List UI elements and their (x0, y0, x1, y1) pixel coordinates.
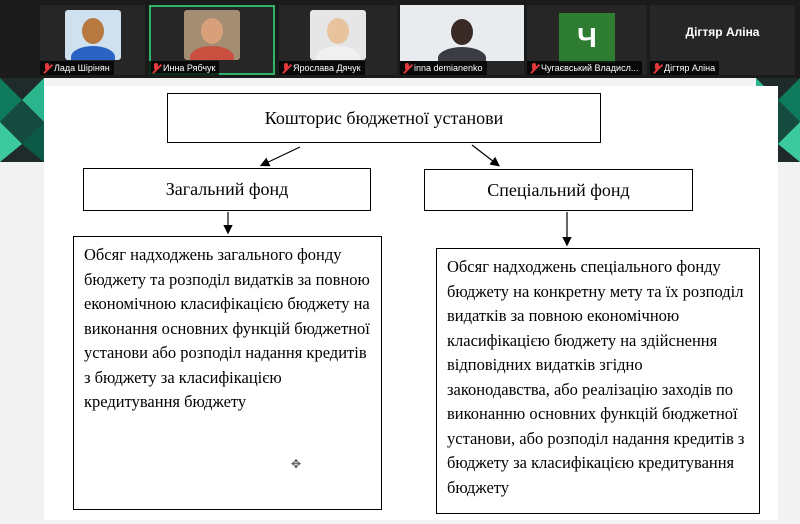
participant-video (400, 5, 524, 61)
special-fund-title: Спеціальний фонд (487, 179, 630, 200)
mic-muted-icon (42, 63, 52, 73)
general-fund-title: Загальний фонд (165, 179, 289, 199)
mic-muted-icon (281, 63, 291, 73)
participant-tile-2[interactable] (149, 5, 275, 75)
move-cursor-icon: ✥ (291, 457, 302, 471)
participant-tile-4[interactable] (400, 5, 524, 75)
special-fund-description: Обсяг надходжень спеціального фонду бюджету на конкретну мету та їх розподіл видатків за повною економічною класифікацією бюджету на здійснення відповідних видатків згідно законодавства, або реалізацію заходів по виконанню основних функцій бюджетної установи, або розподіл надання кредитів з бюджету за класифікацією кредитування бюджету (447, 257, 745, 497)
participant-avatar: Ч (559, 13, 615, 63)
mic-muted-icon (402, 63, 412, 73)
participant-name-bar (149, 61, 219, 75)
participant-tile-3[interactable] (279, 5, 397, 75)
participant-name-bar (279, 61, 365, 75)
participant-name: inna demianenko (414, 63, 483, 73)
participant-name-bar (527, 61, 642, 75)
participant-tile-1[interactable] (40, 5, 145, 75)
budget-estimate-title-box (167, 93, 601, 143)
participant-video (184, 10, 240, 60)
participant-video (310, 10, 366, 60)
slide-decoration-left (0, 78, 44, 162)
budget-estimate-title: Кошторис бюджетної установи (264, 107, 504, 128)
general-fund-box (83, 168, 371, 211)
participant-name-bar (40, 61, 114, 75)
participant-video (65, 10, 121, 60)
participant-name-bar (400, 61, 487, 75)
mic-muted-icon (151, 63, 161, 73)
mic-muted-icon (529, 63, 539, 73)
participant-name: Лада Шірінян (54, 63, 110, 73)
participant-name: Чугаєвський Владисл... (541, 63, 639, 73)
participant-gallery (0, 0, 800, 78)
participant-big-name: Дігтяр Аліна (685, 25, 760, 39)
participant-name: Дігтяр Аліна (664, 63, 716, 73)
participant-name: Ярослава Дячук (293, 63, 361, 73)
special-fund-description-box (436, 248, 760, 514)
general-fund-description-box (73, 236, 382, 510)
participant-name: Инна Рябчук (163, 63, 216, 73)
special-fund-box (424, 169, 693, 211)
participant-tile-5[interactable] (527, 5, 647, 75)
general-fund-description: Обсяг надходжень загального фонду бюджету та розподіл видатків за повною економічною класифікацією бюджету на виконання основних функцій бюджетної установи або розподіл надання кредитів з бюджету за класифікацією кредитування бюджету (84, 245, 370, 411)
